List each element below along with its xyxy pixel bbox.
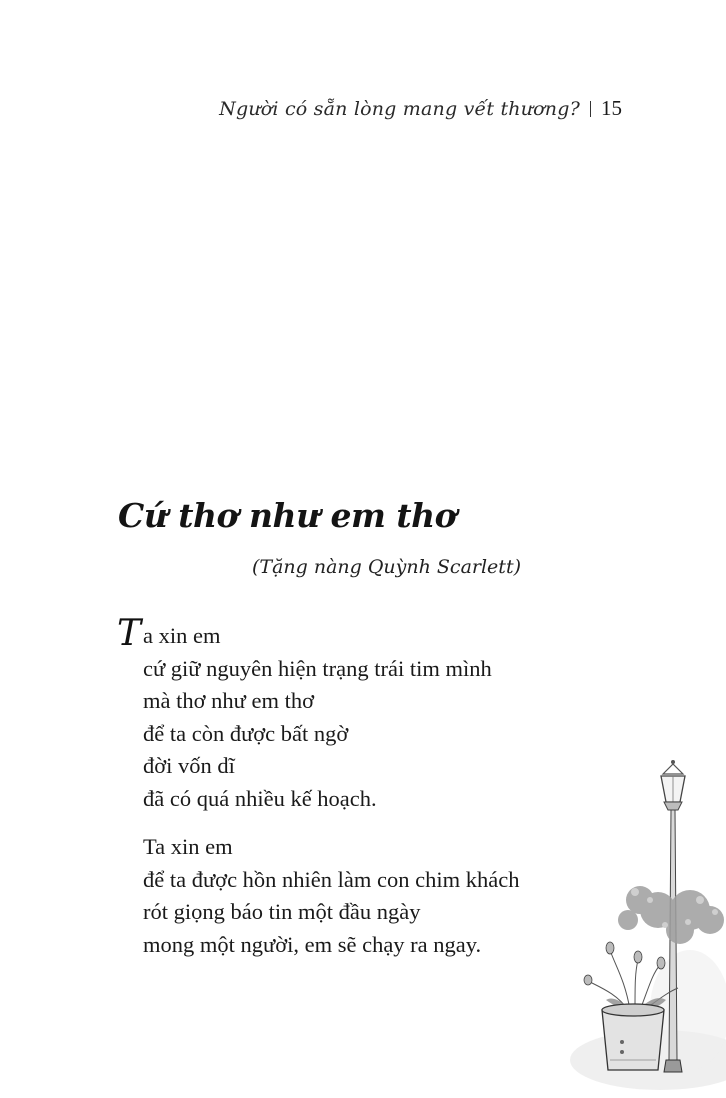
dropcap: T [117, 613, 142, 654]
poem-dedication: (Tặng nàng Quỳnh Scarlett) [252, 556, 521, 578]
poem-line: mà thơ như em thơ [143, 688, 314, 713]
poem-title: Cứ thơ như em thơ [118, 496, 457, 535]
stanza-2 [143, 831, 519, 961]
poem-line-text: a xin em [143, 623, 221, 648]
poem-line: đời vốn dĩ [143, 753, 235, 778]
poem-line: mong một người, em sẽ chạy ra ngay. [143, 931, 482, 957]
poem-line: cứ giữ nguyên hiện trạng trái tim mình [143, 655, 492, 681]
page-number: 15 [601, 96, 622, 120]
running-header [219, 96, 622, 121]
poem-line: đã có quá nhiều kế hoạch. [143, 785, 377, 811]
poem-line: rót giọng báo tin một đầu ngày [143, 899, 421, 924]
poem-line: Ta xin em [143, 834, 233, 859]
street-lamp-flower-pot-illustration [540, 760, 726, 1090]
header-separator [590, 101, 591, 117]
poem-line [117, 613, 519, 654]
stanza-1 [117, 613, 519, 815]
poem-line: để ta còn được bất ngờ [143, 720, 349, 746]
running-title: Người có sẵn lòng mang vết thương? [219, 98, 580, 120]
poem-body [117, 613, 520, 977]
poem-line: để ta được hồn nhiên làm con chim khách [143, 866, 520, 892]
